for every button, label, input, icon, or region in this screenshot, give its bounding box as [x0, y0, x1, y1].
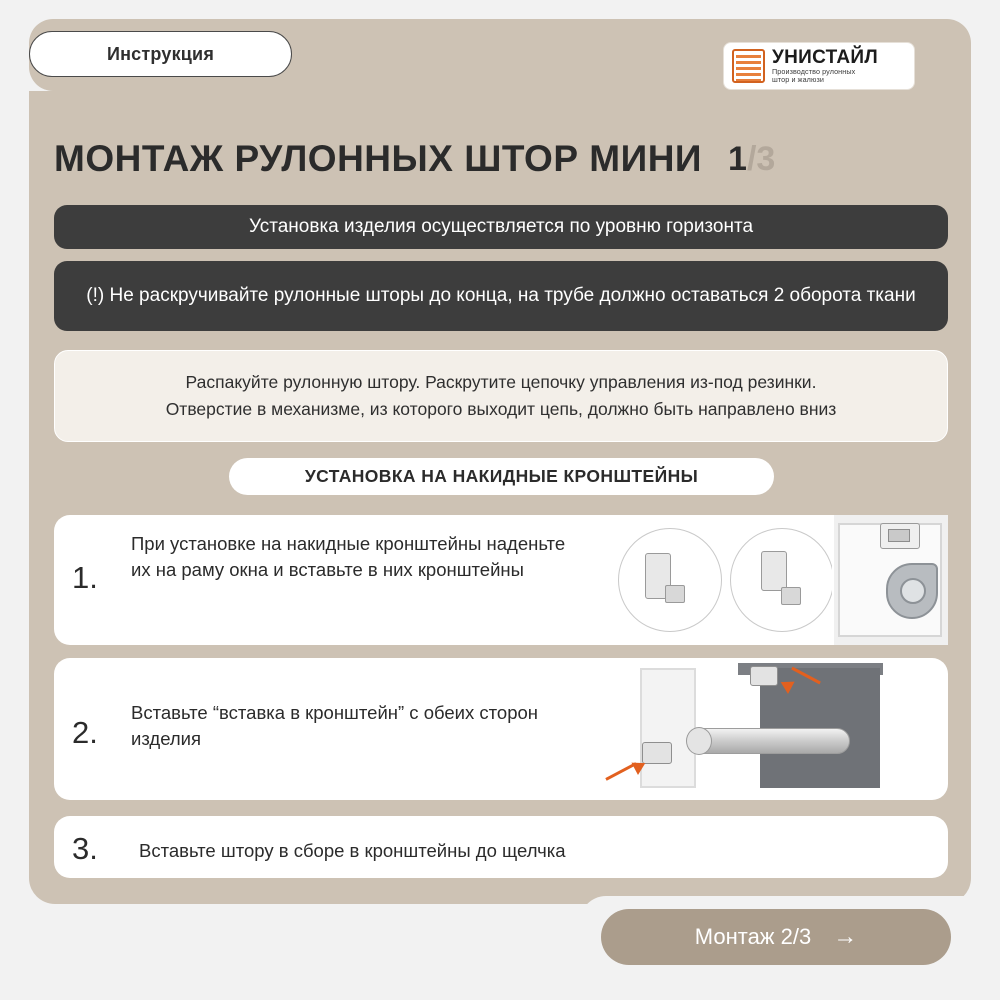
info-box-line-1: Распакуйте рулонную штору. Раскрутите цепочку управления из-под резинки. [185, 371, 817, 392]
bracket-detail-circle-1 [618, 528, 722, 632]
blinds-icon [732, 49, 765, 83]
page-counter-current: 1 [728, 139, 747, 178]
section-title-text: УСТАНОВКА НА НАКИДНЫЕ КРОНШТЕЙНЫ [304, 466, 699, 486]
section-title [229, 458, 774, 495]
notice-banner-warning [54, 261, 948, 331]
window-frame-vertical [640, 668, 696, 788]
bracket-detail-circle-2 [730, 528, 834, 632]
bracket-right [750, 666, 778, 686]
step-text-2: Вставьте “вставка в кронштейн” с обеих сторон изделия [131, 702, 538, 750]
page-counter-separator: / [746, 139, 757, 178]
notice-banner-warning-text: (!) Не раскручивайте рулонные шторы до конца, на трубе должно оставаться 2 оборота ткани [86, 285, 916, 307]
next-page-button[interactable] [601, 909, 951, 965]
notice-banner-level [54, 205, 948, 249]
page-title-text: МОНТАЖ РУЛОННЫХ ШТОР МИНИ [54, 138, 703, 179]
step-text-1: При установке на накидные кронштейны наденьте их на раму окна и вставьте в них кронштейны [131, 533, 566, 581]
bracket-shape-b [761, 551, 787, 591]
info-box [54, 350, 948, 442]
step-number-2: 2. [72, 715, 98, 750]
roller-tube-end [686, 727, 712, 755]
roller-hub [900, 578, 926, 604]
mounted-bracket-inner [888, 529, 910, 542]
step-number-1: 1. [72, 560, 98, 595]
logo-title: УНИСТАЙЛ [772, 47, 878, 69]
step-number-3: 3. [72, 831, 98, 866]
page-title [54, 131, 954, 187]
illustration-insert [590, 658, 948, 800]
notice-banner-level-text: Установка изделия осуществляется по уровню горизонта [248, 216, 754, 238]
logo-subtitle-1: Производство рулонных [772, 67, 856, 77]
next-page-label: Монтаж 2/3 [694, 924, 812, 949]
info-box-line-2: Отверстие в механизме, из которого выходит цепь, должно быть направлено вниз [165, 399, 837, 419]
bracket-left [642, 742, 672, 764]
bracket-shape-a-tab [665, 585, 685, 603]
page-counter-total: 3 [756, 139, 776, 178]
page-counter [728, 140, 775, 179]
bracket-shape-b-tab [781, 587, 801, 605]
instruction-tab-label: Инструкция [106, 43, 215, 64]
instruction-tab[interactable] [29, 31, 292, 77]
roller-tube [690, 728, 850, 754]
logo-subtitle-2: штор и жалюзи [772, 74, 824, 84]
brand-logo [724, 43, 914, 89]
step-text-3: Вставьте штору в сборе в кронштейны до щелчка [139, 840, 566, 861]
arrow-right-icon: → [833, 923, 858, 950]
illustration-brackets [600, 515, 948, 645]
